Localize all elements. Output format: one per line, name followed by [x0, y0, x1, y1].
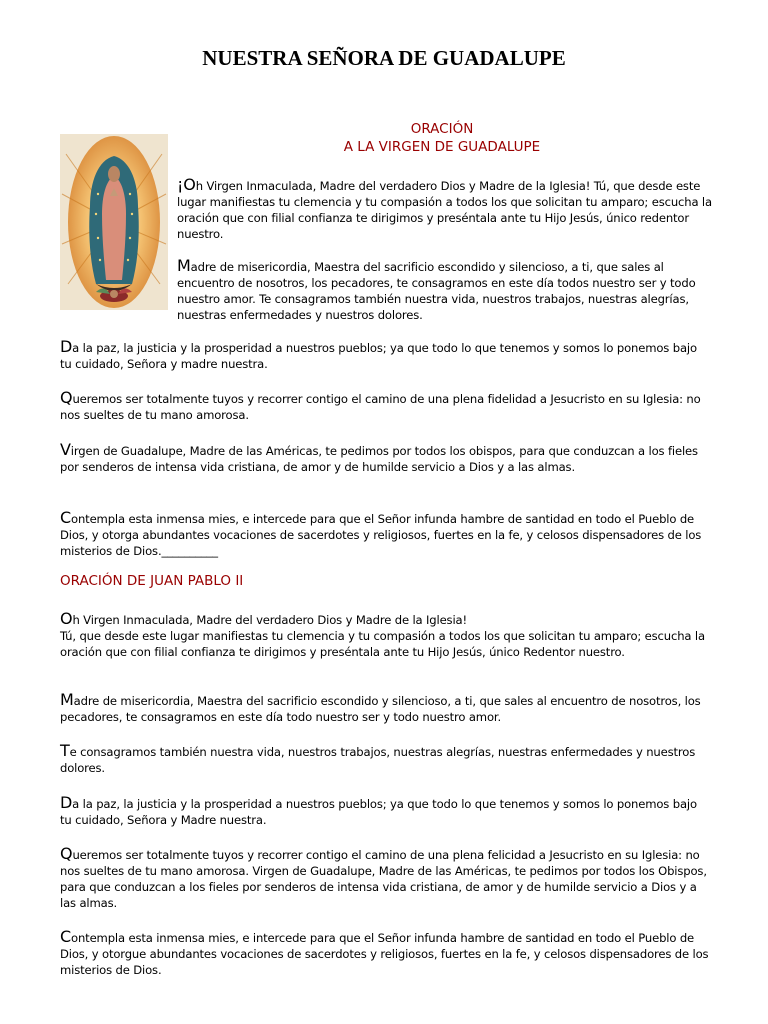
drop-cap: M — [60, 690, 74, 709]
paragraph — [60, 743, 712, 776]
paragraph — [60, 795, 712, 828]
paragraph — [60, 692, 712, 725]
paragraph — [60, 611, 712, 660]
paragraph-text: ueremos ser totalmente tuyos y recorrer contigo el camino de una plena felicidad a Jesucristo en su Iglesia: no nos sueltes de tu mano amorosa. Virgen de Guadalupe, Madre de las Américas, te pedimos por todos los Obispos, para que conduzcan a los fieles por senderos de intensa vida cristiana, de amor y de humilde servicio a Dios y a las almas. — [60, 848, 707, 910]
paragraph-text: a la paz, la justicia y la prosperidad a nuestros pueblos; ya que todo lo que tenemos y somos lo ponemos bajo tu cuidado, Señora y Madre nuestra. — [60, 797, 697, 827]
drop-cap: Q — [60, 844, 73, 863]
paragraph — [60, 846, 712, 911]
paragraph-text: ontempla esta inmensa mies, e intercede para que el Señor infunda hambre de santidad en todo el Pueblo de Dios, y otorga abundantes vocaciones de sacerdotes y religiosos, fuertes en la fe, y celosos dispensadores de los misterios de Dios.__________ — [60, 512, 702, 558]
paragraph — [60, 339, 712, 372]
paragraph — [60, 929, 712, 978]
paragraph — [60, 390, 712, 423]
paragraph-text: adre de misericordia, Maestra del sacrificio escondido y silencioso, a ti, que sales al encuentro de nosotros, los pecadores, te consagramos en este día todos nuestro ser y todo nuestro amor. Te consagramos también nuestra vida, nuestros trabajos, nuestras alegrías, nuestras enfermedades y nuestros dolores. — [177, 260, 696, 322]
drop-cap: C — [60, 508, 72, 527]
paragraph-text: ueremos ser totalmente tuyos y recorrer contigo el camino de una plena fidelidad a Jesucristo en su Iglesia: no nos sueltes de tu mano amorosa. — [60, 392, 701, 422]
prayer-heading-line-1: ORACIÓN — [410, 121, 474, 137]
paragraph-text: adre de misericordia, Maestra del sacrificio escondido y silencioso, a ti, que sales al encuentro de nosotros, los pecadores, te consagramos en este día todo nuestro ser y todo nuestro amor. — [60, 694, 701, 724]
paragraph — [177, 258, 717, 323]
paragraph — [60, 442, 712, 475]
paragraph-text: h Virgen Inmaculada, Madre del verdadero Dios y Madre de la Iglesia! Tú, que desde este lugar manifiestas tu clemencia y tu compasión a todos los que solicitan tu amparo; escucha la oración que con filial confianza te dirigimos y preséntala ante tu Hijo Jesús, único redentor nuestro. — [177, 179, 712, 241]
drop-cap: ¡O — [177, 175, 196, 194]
drop-cap: D — [60, 793, 73, 812]
page-title: NUESTRA SEÑORA DE GUADALUPE — [202, 46, 566, 70]
paragraph-text: ontempla esta inmensa mies, e intercede para que el Señor infunda hambre de santidad en todo el Pueblo de Dios, y otorgue abundantes vocaciones de sacerdotes y religiosos, fuertes en la fe, y celosos dispensadores de los misterios de Dios. — [60, 931, 709, 977]
paragraph-text: irgen de Guadalupe, Madre de las Américas, te pedimos por todos los obispos, para que conduzcan a los fieles por senderos de intensa vida cristiana, de amor y de humilde servicio a Dios y a las almas. — [60, 444, 698, 474]
drop-cap: D — [60, 337, 73, 356]
drop-cap: Q — [60, 388, 73, 407]
paragraph-text: h Virgen Inmaculada, Madre del verdadero Dios y Madre de la Iglesia! Tú, que desde este lugar manifiestas tu clemencia y tu compasión a todos los que solicitan tu amparo; escucha la oración que con filial confianza te dirigimos y preséntala ante tu Hijo Jesús, único Redentor nuestro. — [60, 613, 705, 659]
drop-cap: M — [177, 256, 191, 275]
section-heading: ORACIÓN DE JUAN PABLO II — [60, 573, 244, 589]
drop-cap: V — [60, 440, 71, 459]
drop-cap: T — [60, 741, 70, 760]
drop-cap: O — [60, 609, 73, 628]
paragraph-text: a la paz, la justicia y la prosperidad a nuestros pueblos; ya que todo lo que tenemos y somos lo ponemos bajo tu cuidado, Señora y madre nuestra. — [60, 341, 697, 371]
paragraph — [60, 510, 712, 559]
prayer-heading-line-2: A LA VIRGEN DE GUADALUPE — [343, 139, 541, 155]
drop-cap: C — [60, 927, 72, 946]
paragraph — [177, 177, 717, 242]
virgin-of-guadalupe-image — [60, 134, 168, 310]
paragraph-text: e consagramos también nuestra vida, nuestros trabajos, nuestras alegrías, nuestras enfermedades y nuestros dolores. — [60, 745, 696, 775]
